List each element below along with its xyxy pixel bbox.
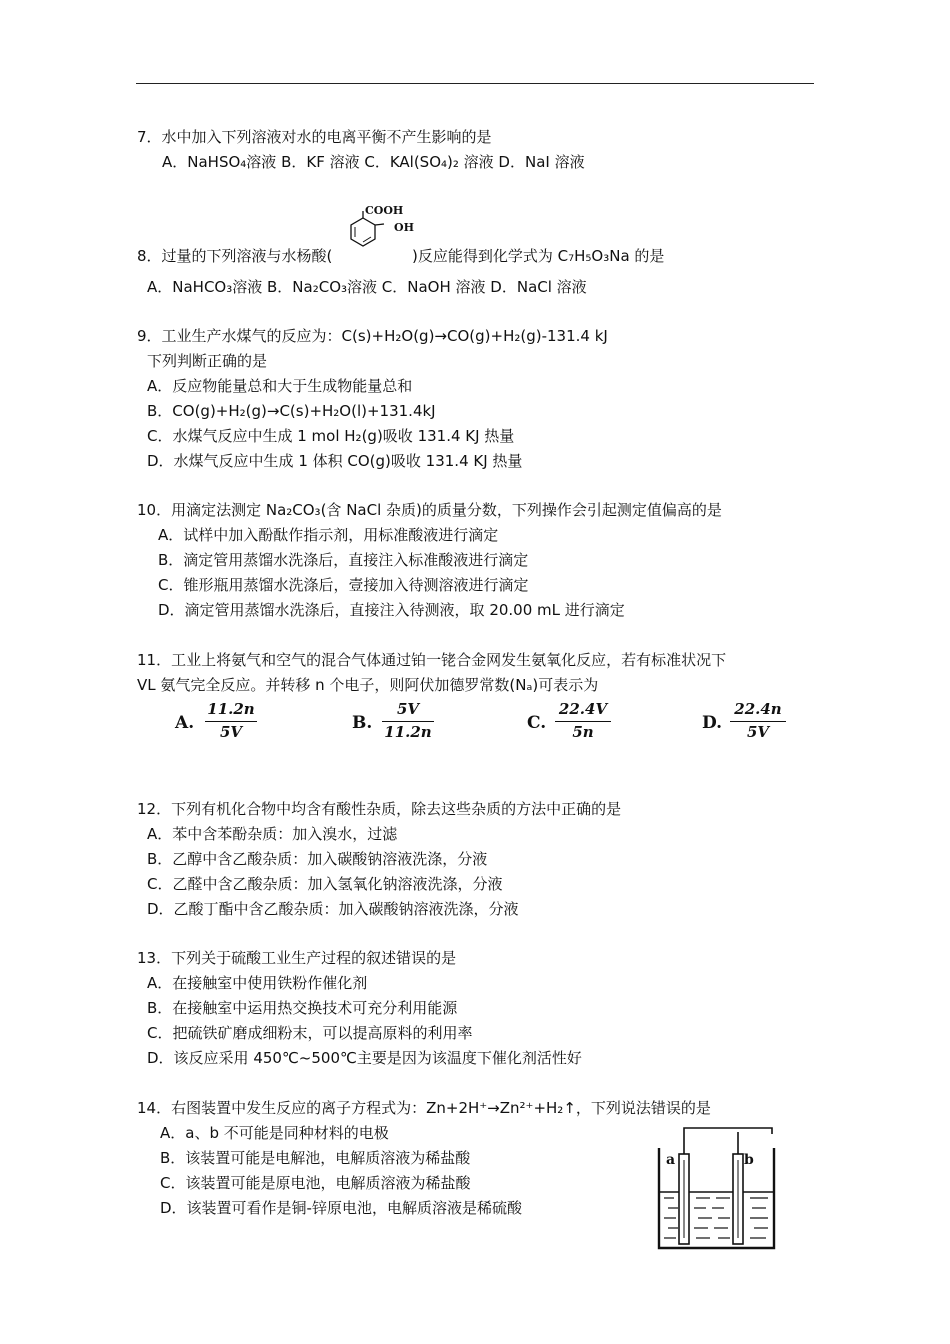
q12-option-d: D．乙酸丁酯中含乙酸杂质：加入碳酸钠溶液洗涤，分液 xyxy=(147,900,519,918)
q8-stem-a: 8．过量的下列溶液与水杨酸( xyxy=(137,247,333,265)
fraction-bar xyxy=(205,721,257,722)
q11-option-a xyxy=(175,700,275,746)
q11-option-d xyxy=(702,700,802,746)
struct-oh-label: OH xyxy=(394,221,414,234)
q11-option-a-denominator: 5V xyxy=(219,723,243,741)
q10-option-d: D．滴定管用蒸馏水洗涤后，直接注入待测液，取 20.00 mL 进行滴定 xyxy=(158,601,625,619)
q13-option-c: C．把硫铁矿磨成细粉末，可以提高原料的利用率 xyxy=(147,1024,473,1042)
q11-option-d-numerator: 22.4n xyxy=(734,700,782,718)
q12-option-a: A．苯中含苯酚杂质：加入溴水，过滤 xyxy=(147,825,398,843)
q13-stem: 13．下列关于硫酸工业生产过程的叙述错误的是 xyxy=(137,949,457,967)
q9-option-a: A．反应物能量总和大于生成物能量总和 xyxy=(147,377,413,395)
q11-option-c xyxy=(527,700,627,746)
q9-option-d: D．水煤气反应中生成 1 体积 CO(g)吸收 131.4 KJ 热量 xyxy=(147,452,523,470)
q14-option-b: B．该装置可能是电解池，电解质溶液为稀盐酸 xyxy=(160,1149,471,1167)
q14-stem: 14．右图装置中发生反应的离子方程式为：Zn+2H⁺→Zn²⁺+H₂↑，下列说法错误的是 xyxy=(137,1099,711,1117)
fraction-bar xyxy=(730,721,786,722)
q13-option-b: B．在接触室中运用热交换技术可充分利用能源 xyxy=(147,999,458,1017)
fraction-bar xyxy=(382,721,434,722)
q11-stem-2: VL 氨气完全反应。并转移 n 个电子，则阿伏加德罗常数(Nₐ)可表示为 xyxy=(137,676,599,694)
q9-option-c: C．水煤气反应中生成 1 mol H₂(g)吸收 131.4 KJ 热量 xyxy=(147,427,515,445)
q9-sub: 下列判断正确的是 xyxy=(147,352,268,370)
q7-options: A．NaHSO₄溶液 B．KF 溶液 C．KAl(SO₄)₂ 溶液 D．NaI 溶液 xyxy=(162,153,585,171)
q11-option-b-denominator: 11.2n xyxy=(384,723,432,741)
q14-option-a: A．a、b 不可能是同种材料的电极 xyxy=(160,1124,389,1142)
q11-option-c-denominator: 5n xyxy=(572,723,594,741)
q14-option-c: C．该装置可能是原电池，电解质溶液为稀盐酸 xyxy=(160,1174,471,1192)
electrode-a-label: a xyxy=(666,1152,676,1168)
q12-option-c: C．乙醛中含乙酸杂质：加入氢氧化钠溶液洗涤，分液 xyxy=(147,875,503,893)
q8-stem-b: )反应能得到化学式为 C₇H₅O₃Na 的是 xyxy=(412,247,665,265)
electrode-b-label: b xyxy=(744,1152,754,1168)
q9-stem: 9．工业生产水煤气的反应为：C(s)+H₂O(g)→CO(g)+H₂(g)-131.4 kJ xyxy=(137,327,608,345)
q11-option-b-label: B. xyxy=(352,713,373,733)
q14-option-d: D．该装置可看作是铜-锌原电池，电解质溶液是稀硫酸 xyxy=(160,1199,522,1217)
q10-option-c: C．锥形瓶用蒸馏水洗涤后，壹接加入待测溶液进行滴定 xyxy=(158,576,529,594)
q8-options: A．NaHCO₃溶液 B．Na₂CO₃溶液 C．NaOH 溶液 D．NaCl 溶液 xyxy=(147,278,587,296)
q11-option-c-label: C. xyxy=(527,713,547,733)
q11-option-d-label: D. xyxy=(702,713,723,733)
q13-option-a: A．在接触室中使用铁粉作催化剂 xyxy=(147,974,368,992)
q7-stem: 7．水中加入下列溶液对水的电离平衡不产生影响的是 xyxy=(137,128,492,146)
q11-option-a-numerator: 11.2n xyxy=(207,700,255,718)
salicylic-acid-structure xyxy=(340,198,420,268)
q13-option-d: D．该反应采用 450℃~500℃主要是因为该温度下催化剂活性好 xyxy=(147,1049,582,1067)
q10-option-b: B．滴定管用蒸馏水洗涤后，直接注入标准酸液进行滴定 xyxy=(158,551,529,569)
q12-option-b: B．乙醇中含乙酸杂质：加入碳酸钠溶液洗涤，分液 xyxy=(147,850,488,868)
q11-option-b-numerator: 5V xyxy=(396,700,420,718)
header-rule xyxy=(136,83,814,84)
q11-option-a-label: A. xyxy=(175,713,195,733)
struct-cooh-label: COOH xyxy=(365,204,404,217)
q11-option-c-numerator: 22.4V xyxy=(558,700,608,718)
q11-option-d-denominator: 5V xyxy=(746,723,770,741)
cell-apparatus-diagram xyxy=(650,1120,780,1255)
fraction-bar xyxy=(555,721,611,722)
q11-option-b xyxy=(352,700,452,746)
q10-option-a: A．试样中加入酚酞作指示剂，用标准酸液进行滴定 xyxy=(158,526,499,544)
q10-stem: 10．用滴定法测定 Na₂CO₃(含 NaCl 杂质)的质量分数，下列操作会引起测定值偏高的是 xyxy=(137,501,722,519)
q11-stem-1: 11．工业上将氨气和空气的混合气体通过铂一铑合金网发生氨氧化反应，若有标准状况下 xyxy=(137,651,727,669)
q12-stem: 12．下列有机化合物中均含有酸性杂质，除去这些杂质的方法中正确的是 xyxy=(137,800,622,818)
q9-option-b: B．CO(g)+H₂(g)→C(s)+H₂O(l)+131.4kJ xyxy=(147,402,436,420)
